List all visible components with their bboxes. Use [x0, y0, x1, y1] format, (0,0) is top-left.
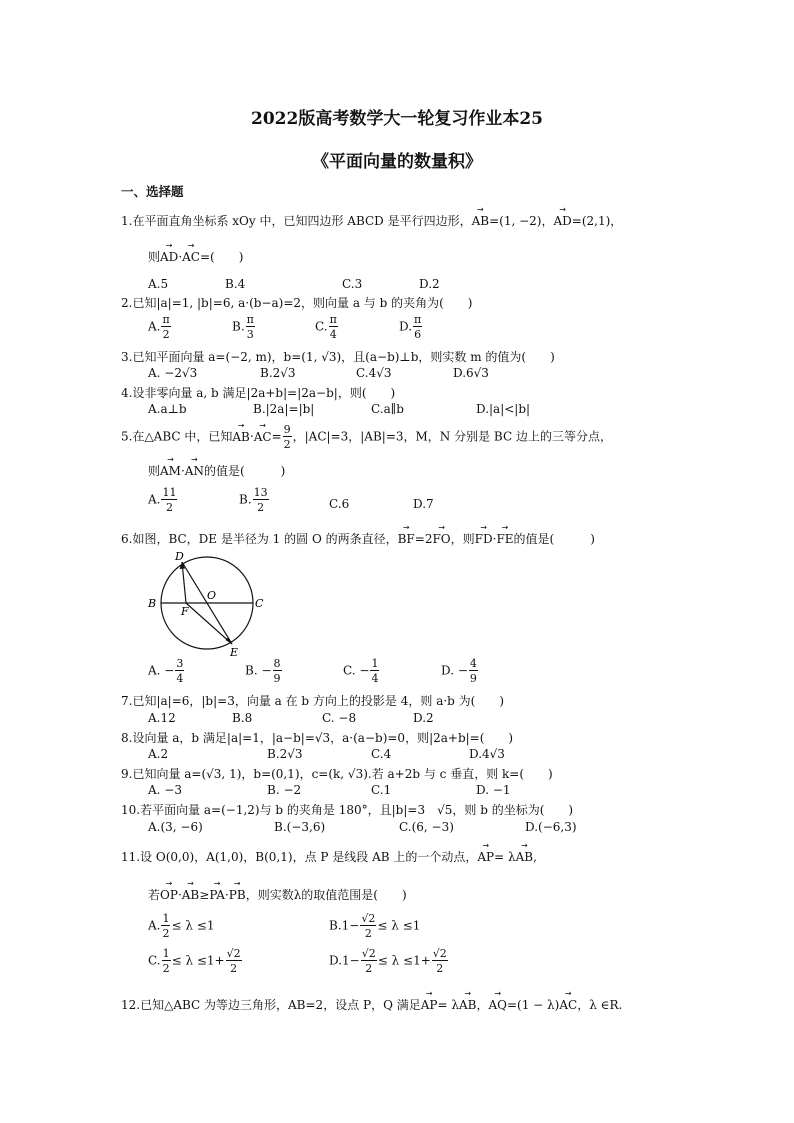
q1-option-d: D.2 — [419, 277, 440, 291]
question-1-line-2: 则→ AD·→ AC=( ) — [148, 248, 243, 265]
question-1-line-1: 1.在平面直角坐标系 xOy 中，已知四边形 ABCD 是平行四边形，→ AB=(1, −2)，→ AD=(2,1)， — [121, 212, 622, 229]
question-10: 10.若平面向量 a=(−1,2)与 b 的夹角是 180°，且|b|=3 √5，则 b 的坐标为( ) — [121, 803, 574, 817]
q9-option-d: D. −1 — [476, 783, 511, 797]
q11-option-b: B.1− $\frac{√2}{2}$ ≤ λ ≤1 — [329, 912, 421, 940]
question-9: 9.已知向量 a=(√3, 1)，b=(0,1)，c=(k, √3).若 a+2b 与 c 垂直，则 k=( ) — [121, 767, 553, 781]
label-d: D — [175, 550, 184, 563]
q5-option-a: A. $\frac{11}{2}$ — [148, 486, 177, 514]
q2-option-a: A. $\frac{\pi}{2}$ — [148, 313, 170, 341]
q1-option-a: A.5 — [148, 277, 169, 291]
q11-option-d: D.1− $\frac{√2}{2}$ ≤ λ ≤1+ $\frac{√2}{2}$ — [329, 947, 447, 975]
section-heading: 一、选择题 — [121, 184, 184, 199]
q3-option-b: B.2√3 — [260, 366, 296, 380]
q10-option-a: A.(3, −6) — [148, 820, 203, 834]
q7-option-c: C. −8 — [322, 711, 357, 725]
q8-option-b: B.2√3 — [267, 747, 303, 761]
question-7: 7.已知|a|=6，|b|=3，向量 a 在 b 方向上的投影是 4，则 a·b 为( ) — [121, 694, 505, 708]
question-8: 8.设向量 a，b 满足|a|=1，|a−b|=√3，a·(a−b)=0，则|2a+b|=( ) — [121, 731, 514, 745]
q8-option-a: A.2 — [148, 747, 169, 761]
q5-option-d: D.7 — [413, 497, 434, 511]
question-6: 6.如图，BC，DE 是半径为 1 的圆 O 的两条直径，→ BF=2→ FO，则→ FD·→ FE的值是( ) — [121, 530, 595, 547]
q9-option-c: C.1 — [371, 783, 392, 797]
q2-option-c: C. $\frac{\pi}{4}$ — [315, 313, 337, 341]
question-5-line-1: 5.在△ABC 中，已知→ AB·→ AC= $\frac{9}{2}$ ，|AC|=3，|AB|=3，M，N 分别是 BC 边上的三等分点， — [121, 424, 612, 450]
document-subtitle: 《平面向量的数量积》 — [312, 152, 482, 172]
question-11-line-1: 11.设 O(0,0)，A(1,0)，B(0,1)，点 P 是线段 AB 上的一个动点，→ AP= λ→ AB, — [121, 848, 537, 865]
q8-option-d: D.4√3 — [469, 747, 505, 761]
label-e: E — [230, 646, 239, 658]
document-title: 2022版高考数学大一轮复习作业本25 — [251, 109, 543, 129]
q6-option-d: D. − $\frac{4}{9}$ — [441, 657, 477, 685]
vector-fe — [186, 603, 232, 644]
q1-option-b: B.4 — [225, 277, 246, 291]
q1-option-c: C.3 — [342, 277, 363, 291]
q4-option-d: D.|a|<|b| — [476, 402, 531, 416]
q5-option-b: B. $\frac{13}{2}$ — [239, 486, 268, 514]
q10-option-b: B.(−3,6) — [274, 820, 326, 834]
label-o: O — [207, 589, 217, 602]
q4-option-c: C.a∥b — [371, 402, 404, 416]
q9-option-b: B. −2 — [267, 783, 302, 797]
q3-option-a: A. −2√3 — [148, 366, 198, 380]
q2-option-d: D. $\frac{\pi}{6}$ — [399, 313, 422, 341]
q11-option-c: C. $\frac{1}{2}$ ≤ λ ≤1+ $\frac{√2}{2}$ — [148, 947, 241, 975]
q9-option-a: A. −3 — [148, 783, 182, 797]
q7-option-d: D.2 — [413, 711, 434, 725]
question-4: 4.设非零向量 a, b 满足|2a+b|=|2a−b|，则( ) — [121, 386, 396, 400]
question-12: 12.已知△ABC 为等边三角形，AB=2，设点 P，Q 满足→ AP= λ→ AB，→ AQ=(1 − λ)→ AC，λ ∈R. — [121, 996, 622, 1013]
q7-option-a: A.12 — [148, 711, 176, 725]
q3-option-c: C.4√3 — [356, 366, 392, 380]
q2-option-b: B. $\frac{\pi}{3}$ — [232, 313, 254, 341]
q4-option-b: B.|2a|=|b| — [253, 402, 315, 416]
question-11-line-2: 若→ OP·→ AB≥→ PA·→ PB，则实数λ的取值范围是( ) — [148, 886, 407, 903]
label-b: B — [148, 597, 157, 610]
q6-option-b: B. − $\frac{8}{9}$ — [245, 657, 281, 685]
q6-option-a: A. − $\frac{3}{4}$ — [148, 657, 184, 685]
circle-diagram — [140, 548, 280, 658]
q4-option-a: A.a⊥b — [148, 402, 187, 416]
question-3: 3.已知平面向量 a=(−2, m)，b=(1, √3)，且(a−b)⊥b，则实数 m 的值为( ) — [121, 350, 555, 364]
q10-option-d: D.(−6,3) — [525, 820, 577, 834]
q11-option-a: A. $\frac{1}{2}$ ≤ λ ≤1 — [148, 912, 215, 940]
label-c: C — [255, 597, 264, 610]
label-f: F — [181, 605, 189, 618]
q8-option-c: C.4 — [371, 747, 392, 761]
q10-option-c: C.(6, −3) — [399, 820, 454, 834]
q3-option-d: D.6√3 — [453, 366, 489, 380]
q7-option-b: B.8 — [232, 711, 253, 725]
question-5-line-2: 则→ AM·→ AN的值是( ) — [148, 462, 285, 479]
q6-option-c: C. − $\frac{1}{4}$ — [343, 657, 379, 685]
question-2: 2.已知|a|=1, |b|=6, a·(b−a)=2，则向量 a 与 b 的夹角为( ) — [121, 296, 473, 310]
q5-option-c: C.6 — [329, 497, 350, 511]
